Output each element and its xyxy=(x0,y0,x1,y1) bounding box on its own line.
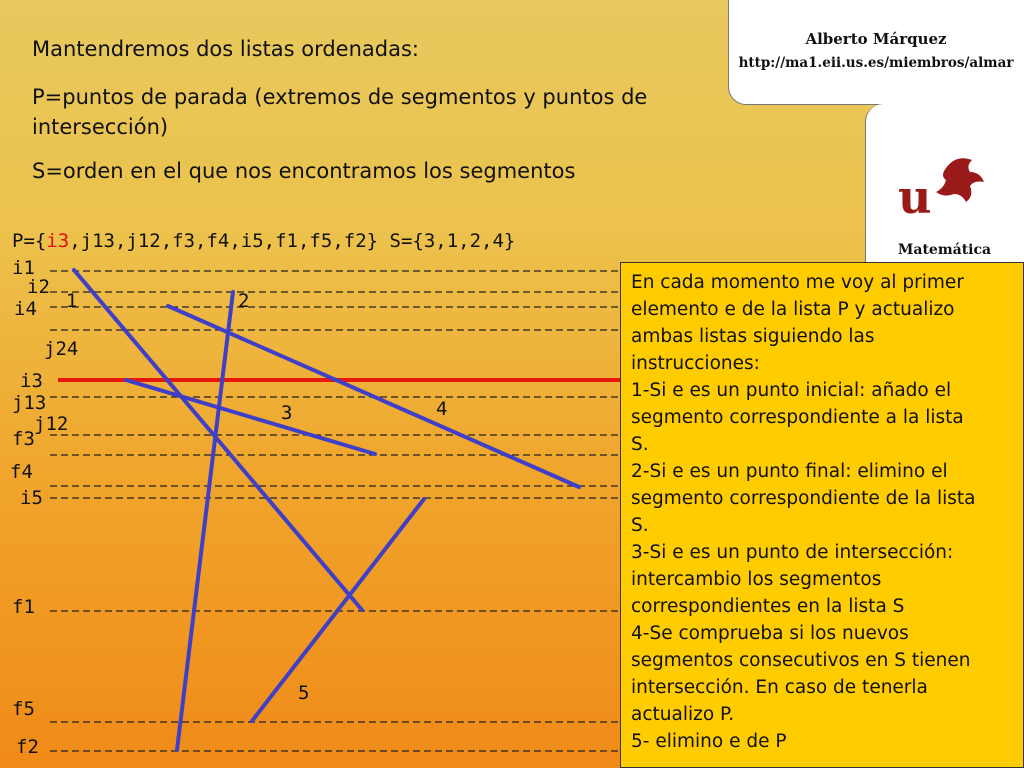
header-panel xyxy=(728,0,1024,105)
intro-line-2: P=puntos de parada (extremos de segmentos y puntos de xyxy=(32,85,648,109)
instruction-line: 5- elimino e de P xyxy=(631,731,787,752)
intro-line-3: intersección) xyxy=(32,115,169,139)
segment-5 xyxy=(252,499,424,721)
intro-line-4: S=orden en el que nos encontramos los segmentos xyxy=(32,159,576,183)
label-i2: i2 xyxy=(27,276,50,298)
instruction-line: instrucciones: xyxy=(631,353,760,374)
label-f3: f3 xyxy=(12,428,35,450)
instruction-line: elemento e de la lista P y actualizo xyxy=(631,299,955,320)
author-url: http://ma1.eii.us.es/miembros/almar xyxy=(738,55,1014,71)
label-j24: j24 xyxy=(44,338,79,360)
instruction-line: En cada momento me voy al primer xyxy=(631,272,964,293)
label-j12: j12 xyxy=(34,413,69,435)
department-label: Matemática xyxy=(897,242,992,258)
instruction-line: 1-Si e es un punto inicial: añado el xyxy=(631,380,952,401)
instruction-line: ambas listas siguiendo las xyxy=(631,326,875,347)
p-list-open: P={ xyxy=(12,230,47,252)
label-i1: i1 xyxy=(12,257,35,279)
instruction-line: correspondientes en la lista S xyxy=(631,596,905,617)
instruction-line: 4-Se comprueba si los nuevos xyxy=(631,623,909,644)
instructions-box xyxy=(620,262,1024,768)
university-logo xyxy=(876,108,1018,232)
label-i5: i5 xyxy=(20,487,43,509)
instruction-line: actualizo P. xyxy=(631,704,735,725)
segment-label-2: 2 xyxy=(238,290,250,312)
instruction-line: segmento correspondiente a la lista xyxy=(631,407,964,428)
intro-line-1: Mantendremos dos listas ordenadas: xyxy=(32,37,419,61)
label-f4: f4 xyxy=(10,461,33,483)
s-list: S={3,1,2,4} xyxy=(378,230,516,252)
segment-label-3: 3 xyxy=(281,402,293,424)
segment-label-1: 1 xyxy=(66,290,78,312)
label-i3: i3 xyxy=(20,370,43,392)
instruction-line: intersección. En caso de tenerla xyxy=(631,677,928,698)
instruction-line: intercambio los segmentos xyxy=(631,569,882,590)
label-f2: f2 xyxy=(16,736,39,758)
label-i4: i4 xyxy=(14,298,37,320)
label-f5: f5 xyxy=(12,698,35,720)
label-j13: j13 xyxy=(12,392,47,414)
segment-label-5: 5 xyxy=(298,682,310,704)
segment-2 xyxy=(177,292,233,750)
instruction-line: S. xyxy=(631,515,649,536)
segment-label-4: 4 xyxy=(436,398,448,420)
instruction-line: segmento correspondiente de la lista xyxy=(631,488,976,509)
instruction-line: 3-Si e es un punto de intersección: xyxy=(631,542,954,563)
svg-text:u: u xyxy=(898,170,932,224)
p-list-rest: ,j13,j12,f3,f4,i5,f1,f5,f2} xyxy=(69,230,379,252)
instruction-line: 2-Si e es un punto final: elimino el xyxy=(631,461,948,482)
label-f1: f1 xyxy=(12,596,35,618)
instruction-line: segmentos consecutivos en S tienen xyxy=(631,650,971,671)
p-list-current: i3 xyxy=(46,230,70,252)
author-name: Alberto Márquez xyxy=(805,30,947,48)
instruction-line: S. xyxy=(631,434,649,455)
segment-1 xyxy=(74,270,362,610)
segment-3 xyxy=(126,380,375,454)
